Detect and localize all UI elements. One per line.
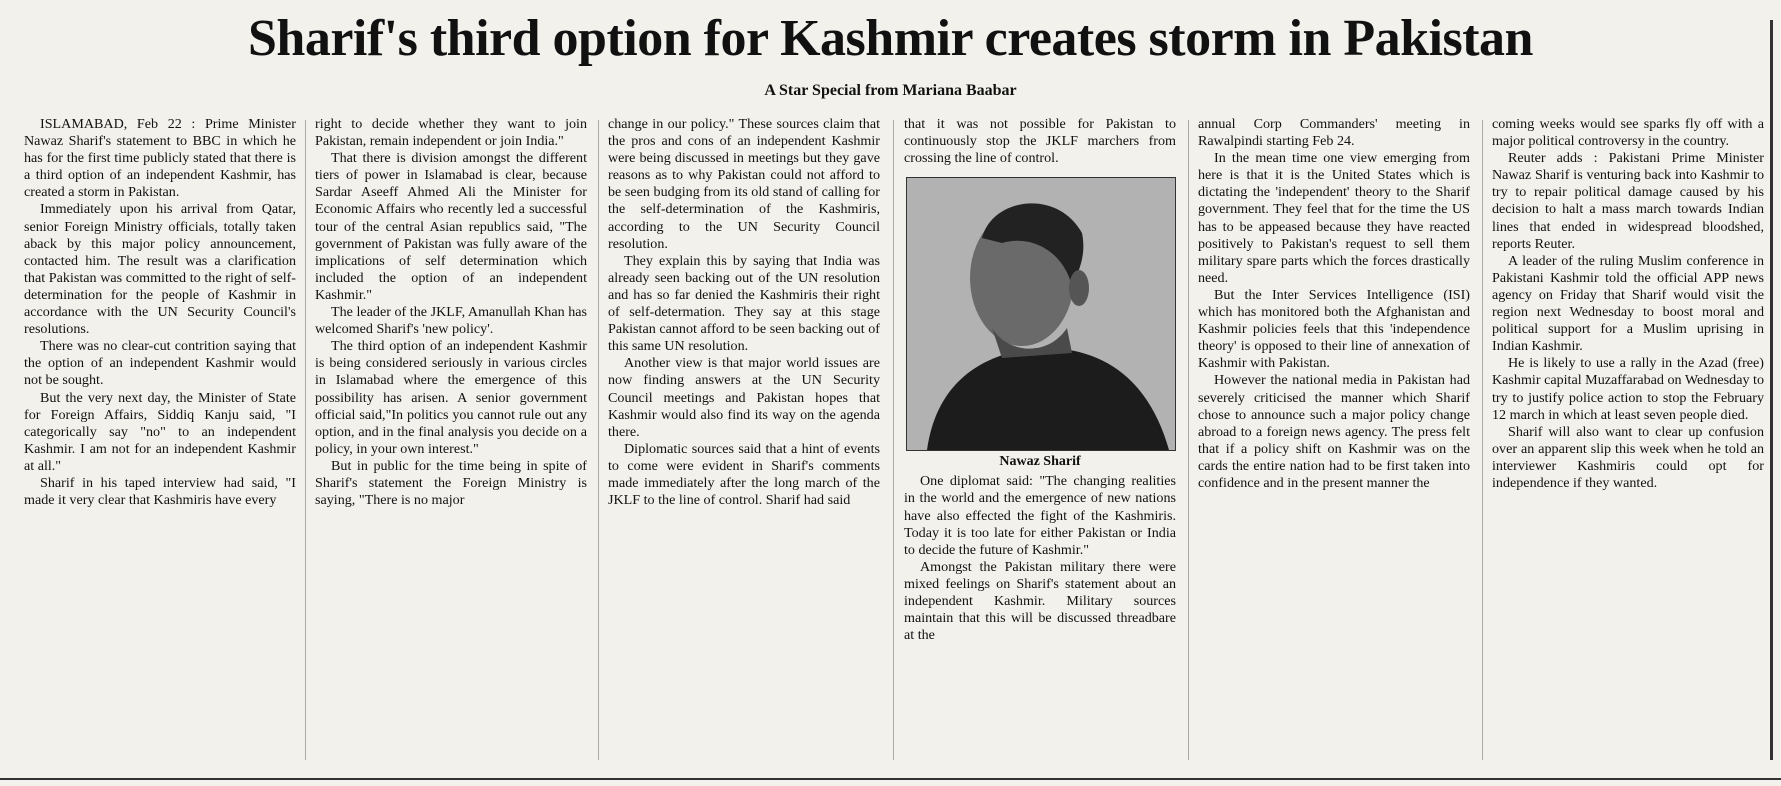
paragraph: A leader of the ruling Muslim conference in Pakistani Kashmir told the official APP news agency on Friday that Sharif would visit the region next Wednesday to boost moral and political support for a Muslim uprising in Indian Kashmir. <box>1492 252 1764 355</box>
paragraph: They explain this by saying that India was already seen backing out of the UN resolution and has so far denied the Kashmiris their right of self-determation. They say at this stage Pakistan cannot afford to be seen backing out of this same UN resolution. <box>608 252 880 355</box>
column-divider <box>1482 120 1483 760</box>
paragraph: That there is division amongst the different tiers of power in Islamabad is clear, because Sardar Aseeff Ahmed Ali the Minister for Economic Affairs who recently led a successful tour of the central Asian republics said, "The government of Pakistan was fully aware of the implications of self determination which included the option of an independent Kashmir." <box>315 150 587 303</box>
portrait-image <box>907 178 1175 450</box>
column-divider <box>305 120 306 760</box>
paragraph: One diplomat said: "The changing realities in the world and the emergence of new nations have also effected the fight of the Kashmiris. Today it is too late for either Pakistan or India to decide the future of Kashmir." <box>904 473 1176 558</box>
article-column-5 <box>1198 116 1470 766</box>
portrait-photo <box>906 177 1176 451</box>
paragraph: But the very next day, the Minister of State for Foreign Affairs, Siddiq Kanju said, "I categorically say "no" to an independent Kashmir. I am not for an independent Kashmir at all." <box>24 389 296 474</box>
paragraph: The third option of an independent Kashmir is being considered seriously in various circles in Islamabad where the emergence of this possibility has arisen. A senior government official said,"In politics you cannot rule out any option, and in the final analysis you decide on a policy, in your own interest." <box>315 338 587 457</box>
bottom-rule <box>0 778 1781 780</box>
photo-caption: Nawaz Sharif <box>999 454 1081 470</box>
paragraph: There was no clear-cut contrition saying that the option of an independent Kashmir would not be sought. <box>24 338 296 389</box>
paragraph: ISLAMABAD, Feb 22 : Prime Minister Nawaz Sharif's statement to BBC in which he has for the first time publicly stated that there is a third option of an independent Kashmir, has created a storm in Pakistan. <box>24 116 296 201</box>
paragraph: Amongst the Pakistan military there were mixed feelings on Sharif's statement about an independent Kashmir. Military sources maintain that this will be discussed threadbare at the <box>904 558 1176 644</box>
paragraph: right to decide whether they want to join Pakistan, remain independent or join India." <box>315 116 587 150</box>
article-column-4 <box>904 116 1176 766</box>
article-column-1 <box>24 116 296 766</box>
edge-rule <box>1770 20 1773 760</box>
article-column-2 <box>315 116 587 766</box>
paragraph: Immediately upon his arrival from Qatar, senior Foreign Ministry officials, totally taken aback by this major policy announcement, contacted him. The result was a clarification that Pakistan was committed to the right of self-determination for the people of Kashmir in accordance with the UN Security Council's resolutions. <box>24 201 296 338</box>
paragraph: Diplomatic sources said that a hint of events to come were evident in Sharif's comments made immediately after the long march of the JKLF to the line of control. Sharif had said <box>608 440 880 509</box>
column-divider <box>893 120 894 760</box>
article-column-6 <box>1492 116 1764 766</box>
byline: A Star Special from Mariana Baabar <box>764 82 1017 99</box>
column-divider <box>598 120 599 760</box>
paragraph: But the Inter Services Intelligence (ISI) which has monitored both the Afghanistan and Kashmir policies feels that this 'independence theory' is opposed to their line of annexation of Kashmir with Pakistan. <box>1198 286 1470 372</box>
paragraph: annual Corp Commanders' meeting in Rawalpindi starting Feb 24. <box>1198 116 1470 150</box>
column-divider <box>1188 120 1189 760</box>
paragraph: But in public for the time being in spite of Sharif's statement the Foreign Ministry is saying, "There is no major <box>315 457 587 509</box>
paragraph: In the mean time one view emerging from here is that it is the United States which is dictating the 'independent' theory to the Sharif government. They feel that for the time the US has to be appeased because they have reacted positively to Pakistan's request to sell them military spare parts which the forces drastically need. <box>1198 150 1470 286</box>
paragraph: coming weeks would see sparks fly off with a major political controversy in the country. <box>1492 116 1764 150</box>
headline: Sharif's third option for Kashmir creates storm in Pakistan <box>248 10 1533 67</box>
article-column-3 <box>608 116 880 766</box>
paragraph: Another view is that major world issues are now finding answers at the UN Security Council meetings and Pakistan hopes that Kashmir would also find its way on the agenda there. <box>608 355 880 440</box>
paragraph: Sharif will also want to clear up confusion over an apparent slip this week when he told an interviewer Kashmiris could opt for independence if they wanted. <box>1492 423 1764 491</box>
paragraph: The leader of the JKLF, Amanullah Khan has welcomed Sharif's 'new policy'. <box>315 304 587 338</box>
paragraph: He is likely to use a rally in the Azad (free) Kashmir capital Muzaffarabad on Wednesday to try to justify police action to stop the February 12 march in which at least seven people died. <box>1492 355 1764 423</box>
paragraph: However the national media in Pakistan had severely criticised the manner which Sharif chose to announce such a major policy change abroad to a foreign news agency. The press felt that if a policy shift on Kashmir was on the cards the entire nation had to be first taken into confidence and in the present manner the <box>1198 372 1470 491</box>
paragraph: Sharif in his taped interview had said, "I made it very clear that Kashmiris have every <box>24 474 296 509</box>
paragraph: that it was not possible for Pakistan to continuously stop the JKLF marchers from crossing the line of control. <box>904 116 1176 167</box>
paragraph: change in our policy." These sources claim that the pros and cons of an independent Kashmir were being discussed in meetings but they gave reasons as to why Pakistan could not afford to be seen budging from its old stand of calling for the self-determination of the Kashmiris, according to the UN Security Council resolution. <box>608 116 880 252</box>
paragraph: Reuter adds : Pakistani Prime Minister Nawaz Sharif is venturing back into Kashmir to try to repair political damage caused by his decision to halt a mass march towards Indian lines that ended in widespread bloodshed, reports Reuter. <box>1492 150 1764 252</box>
